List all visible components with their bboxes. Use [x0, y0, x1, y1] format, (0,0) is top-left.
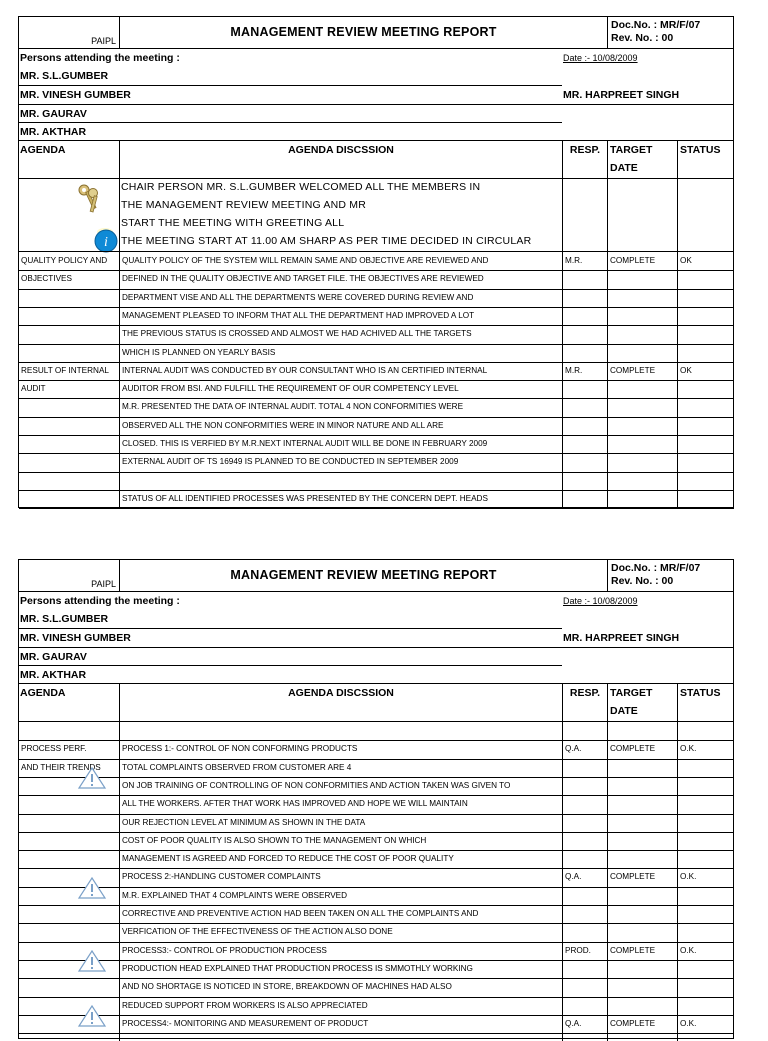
resp-cell — [563, 435, 607, 453]
agenda-cell: QUALITY POLICY AND — [21, 256, 108, 265]
resp-cell — [563, 270, 607, 288]
resp-cell — [563, 398, 607, 416]
status-cell — [678, 307, 734, 325]
status-cell — [678, 289, 734, 307]
intro-line: START THE MEETING WITH GREETING ALL — [121, 217, 345, 229]
target-date-cell — [608, 435, 677, 453]
discussion-cell: VERFICATION OF THE EFFECTIVENESS OF THE ACTION ALSO DONE — [122, 927, 393, 937]
discussion-cell: PROCESS4:- MONITORING AND MEASUREMENT OF PRODUCT — [122, 1018, 369, 1028]
status-cell: O.K. — [680, 872, 697, 882]
resp-cell — [563, 814, 607, 832]
resp-cell — [563, 850, 607, 868]
resp-cell — [563, 307, 607, 325]
col-status-header: STATUS — [677, 141, 734, 178]
resp-cell — [563, 795, 607, 813]
agenda-cell — [19, 398, 119, 416]
col-resp-header: RESP. — [562, 141, 607, 178]
status-cell — [678, 472, 734, 490]
intro-line: THE MEETING START AT 11.00 AM SHARP AS PER TIME DECIDED IN CIRCULAR — [121, 235, 532, 247]
target-date-cell — [608, 325, 677, 343]
status-cell: O.K. — [680, 945, 697, 955]
agenda-cell: AND THEIR TRENDS — [21, 762, 101, 772]
resp-cell — [563, 997, 607, 1015]
target-date-cell: COMPLETE — [610, 365, 656, 375]
status-cell: OK — [680, 365, 692, 375]
status-cell — [678, 325, 734, 343]
discussion-cell: ON JOB TRAINING OF CONTROLLING OF NON CONFORMITIES AND ACTION TAKEN WAS GIVEN TO — [122, 780, 511, 790]
target-date-cell — [608, 722, 677, 740]
status-cell — [678, 759, 734, 777]
attendee-right: MR. HARPREET SINGH — [563, 89, 680, 101]
company-name: PAIPL — [91, 579, 116, 589]
col-agenda-header: AGENDA — [20, 144, 66, 156]
persons-label: Persons attending the meeting : — [20, 595, 180, 607]
status-cell — [678, 777, 734, 795]
attendee: MR. AKTHAR — [20, 126, 87, 138]
col-discussion-header: AGENDA DISCSSION — [119, 684, 562, 721]
status-cell — [678, 453, 734, 471]
target-date-cell — [608, 270, 677, 288]
col-discussion-header: AGENDA DISCSSION — [119, 141, 562, 178]
discussion-cell: AND NO SHORTAGE IS NOTICED IN STORE, BREAKDOWN OF MACHINES HAD ALSO — [122, 982, 452, 992]
resp-cell — [563, 289, 607, 307]
status-cell — [678, 344, 734, 362]
status-cell — [678, 832, 734, 850]
discussion-cell: ALL THE WORKERS. AFTER THAT WORK HAS IMPROVED AND HOPE WE WILL MAINTAIN — [122, 799, 468, 809]
resp-cell — [563, 722, 607, 740]
status-cell — [678, 814, 734, 832]
target-date-cell: COMPLETE — [610, 256, 656, 265]
discussion-cell: M.R. PRESENTED THE DATA OF INTERNAL AUDIT. TOTAL 4 NON CONFORMITIES WERE — [122, 402, 464, 412]
doc-number: Doc.No. : MR/F/07 — [611, 19, 701, 31]
status-cell — [678, 960, 734, 978]
status-cell — [678, 398, 734, 416]
target-date-cell — [608, 887, 677, 905]
agenda-cell — [19, 307, 119, 325]
col-status-header: STATUS — [677, 684, 734, 721]
agenda-cell — [19, 832, 119, 850]
resp-cell — [563, 344, 607, 362]
agenda-cell — [19, 435, 119, 453]
svg-text:i: i — [104, 235, 108, 250]
target-date-cell — [608, 472, 677, 490]
doc-number-block — [607, 560, 734, 591]
resp-cell — [563, 490, 607, 508]
warning-icon — [77, 766, 107, 795]
status-cell — [678, 795, 734, 813]
resp-cell: Q.A. — [565, 872, 582, 882]
revision-number: Rev. No. : 00 — [611, 575, 674, 587]
target-date-cell: COMPLETE — [610, 872, 656, 882]
warning-icon — [77, 949, 107, 978]
report-page-1 — [18, 16, 734, 508]
target-date-cell — [608, 814, 677, 832]
resp-cell — [563, 905, 607, 923]
resp-cell — [563, 832, 607, 850]
attendee: MR. VINESH GUMBER — [20, 89, 131, 101]
resp-cell — [563, 417, 607, 435]
status-cell — [678, 722, 734, 740]
discussion-cell: CLOSED. THIS IS VERFIED BY M.R.NEXT INTERNAL AUDIT WILL BE DONE IN FEBRUARY 2009 — [122, 439, 488, 448]
resp-cell: M.R. — [565, 256, 583, 265]
target-date-cell — [608, 289, 677, 307]
warning-icon — [77, 1004, 107, 1033]
target-date-cell: COMPLETE — [610, 744, 656, 754]
status-cell — [678, 997, 734, 1015]
agenda-cell — [19, 344, 119, 362]
warning-icon — [77, 876, 107, 905]
agenda-cell — [19, 453, 119, 471]
intro-line: THE MANAGEMENT REVIEW MEETING AND MR — [121, 199, 367, 211]
discussion-cell: PROCESS 1:- CONTROL OF NON CONFORMING PRODUCTS — [122, 744, 358, 754]
date-label: DATE — [610, 162, 638, 174]
status-cell — [678, 905, 734, 923]
discussion-cell — [120, 722, 562, 740]
status-cell — [678, 380, 734, 398]
status-cell — [678, 978, 734, 996]
discussion-cell: MANAGEMENT PLEASED TO INFORM THAT ALL THE DEPARTMENT HAD IMPROVED A LOT — [122, 310, 475, 320]
col-agenda-header: AGENDA — [20, 687, 66, 699]
agenda-cell — [19, 325, 119, 343]
resp-cell: M.R. — [565, 365, 583, 375]
target-date-cell — [608, 490, 677, 508]
target-date-cell — [608, 923, 677, 941]
attendee: MR. GAURAV — [20, 108, 87, 120]
report-title: MANAGEMENT REVIEW MEETING REPORT — [119, 17, 607, 48]
meeting-date: Date :- 10/08/2009 — [563, 596, 638, 606]
status-cell — [678, 417, 734, 435]
doc-number-block — [607, 17, 734, 48]
target-date-cell — [608, 453, 677, 471]
attendee-right: MR. HARPREET SINGH — [563, 632, 680, 644]
agenda-cell — [19, 472, 119, 490]
agenda-cell: AUDIT — [21, 384, 46, 394]
target-date-cell — [608, 978, 677, 996]
intro-line: CHAIR PERSON MR. S.L.GUMBER WELCOMED ALL THE MEMBERS IN — [121, 181, 481, 193]
agenda-cell — [19, 905, 119, 923]
resp-cell — [563, 453, 607, 471]
target-date-cell: COMPLETE — [610, 945, 656, 955]
col-target-header — [607, 141, 677, 178]
resp-cell — [563, 777, 607, 795]
attendee: MR. VINESH GUMBER — [20, 632, 131, 644]
agenda-cell — [19, 490, 119, 508]
status-cell — [678, 270, 734, 288]
discussion-cell: OBSERVED ALL THE NON CONFORMITIES WERE IN MINOR NATURE AND ALL ARE — [122, 420, 444, 430]
status-cell — [678, 850, 734, 868]
discussion-cell: PROCESS 2:-HANDLING CUSTOMER COMPLAINTS — [122, 872, 321, 882]
target-date-cell: COMPLETE — [610, 1018, 656, 1028]
attendee: MR. S.L.GUMBER — [20, 613, 109, 625]
status-cell: O.K. — [680, 1018, 697, 1028]
discussion-cell: TOTAL COMPLAINTS OBSERVED FROM CUSTOMER ARE 4 — [122, 762, 352, 772]
target-date-cell — [608, 960, 677, 978]
company-name: PAIPL — [91, 36, 116, 46]
status-cell: O.K. — [680, 744, 697, 754]
target-date-cell — [608, 759, 677, 777]
agenda-cell: RESULT OF INTERNAL — [21, 365, 109, 375]
target-date-cell — [608, 307, 677, 325]
discussion-cell: PRODUCTION HEAD EXPLAINED THAT PRODUCTION PROCESS IS SMMOTHLY WORKING — [122, 963, 473, 973]
target-date-cell — [608, 850, 677, 868]
target-label: TARGET — [610, 144, 653, 156]
resp-cell — [563, 759, 607, 777]
agenda-cell — [19, 289, 119, 307]
target-date-cell — [608, 380, 677, 398]
status-cell — [678, 887, 734, 905]
col-resp-header: RESP. — [562, 684, 607, 721]
discussion-cell: REDUCED SUPPORT FROM WORKERS IS ALSO APPRECIATED — [122, 1000, 368, 1010]
resp-cell: Q.A. — [565, 1018, 582, 1028]
discussion-cell: OUR REJECTION LEVEL AT MINIMUM AS SHOWN IN THE DATA — [122, 817, 366, 827]
discussion-cell: DEFINED IN THE QUALITY OBJECTIVE AND TARGET FILE. THE OBJECTIVES ARE REVIEWED — [122, 274, 484, 284]
col-target-header — [607, 684, 677, 721]
discussion-cell: COST OF POOR QUALITY IS ALSO SHOWN TO THE MANAGEMENT ON WHICH — [122, 835, 427, 845]
discussion-cell: AUDITOR FROM BSI. AND FULFILL THE REQUIREMENT OF OUR COMPETENCY LEVEL — [122, 384, 459, 394]
target-date-cell — [608, 905, 677, 923]
report-page-2 — [18, 559, 734, 1039]
status-cell: OK — [680, 256, 692, 265]
agenda-cell — [19, 417, 119, 435]
resp-cell — [563, 978, 607, 996]
resp-cell — [563, 472, 607, 490]
agenda-cell — [19, 850, 119, 868]
status-cell — [678, 490, 734, 508]
discussion-cell: DEPARTMENT VISE AND ALL THE DEPARTMENTS WERE COVERED DURING REVIEW AND — [122, 292, 474, 302]
discussion-cell: CORRECTIVE AND PREVENTIVE ACTION HAD BEEN TAKEN ON ALL THE COMPLAINTS AND — [122, 909, 479, 918]
target-date-cell — [608, 795, 677, 813]
target-date-cell — [608, 344, 677, 362]
status-cell — [678, 435, 734, 453]
resp-cell — [563, 960, 607, 978]
report-title: MANAGEMENT REVIEW MEETING REPORT — [119, 560, 607, 591]
agenda-cell — [19, 814, 119, 832]
resp-cell — [563, 887, 607, 905]
discussion-cell: QUALITY POLICY OF THE SYSTEM WILL REMAIN SAME AND OBJECTIVE ARE REVIEWED AND — [122, 256, 489, 265]
discussion-cell: WHICH IS PLANNED ON YEARLY BASIS — [122, 347, 276, 357]
resp-cell: PROD. — [565, 945, 591, 955]
agenda-cell — [19, 722, 119, 740]
target-date-cell — [608, 832, 677, 850]
target-label: TARGET — [610, 687, 653, 699]
target-date-cell — [608, 997, 677, 1015]
discussion-cell: EXTERNAL AUDIT OF TS 16949 IS PLANNED TO BE CONDUCTED IN SEPTEMBER 2009 — [122, 457, 459, 467]
attendee: MR. AKTHAR — [20, 669, 87, 681]
revision-number: Rev. No. : 00 — [611, 32, 674, 44]
discussion-cell — [120, 472, 562, 490]
discussion-cell: PROCESS3:- CONTROL OF PRODUCTION PROCESS — [122, 945, 327, 955]
agenda-cell — [19, 795, 119, 813]
discussion-cell: MANAGEMENT IS AGREED AND FORCED TO REDUCE THE COST OF POOR QUALITY — [122, 854, 454, 864]
discussion-cell: INTERNAL AUDIT WAS CONDUCTED BY OUR CONSULTANT WHO IS AN CERTIFIED INTERNAL — [122, 365, 488, 375]
discussion-cell: STATUS OF ALL IDENTIFIED PROCESSES WAS PRESENTED BY THE CONCERN DEPT. HEADS — [122, 493, 488, 503]
discussion-cell: M.R. EXPLAINED THAT 4 COMPLAINTS WERE OBSERVED — [122, 890, 348, 900]
key-icon — [75, 183, 105, 224]
date-label: DATE — [610, 705, 638, 717]
resp-cell — [563, 923, 607, 941]
target-date-cell — [608, 417, 677, 435]
resp-cell — [563, 325, 607, 343]
agenda-cell — [19, 923, 119, 941]
agenda-cell: PROCESS PERF. — [21, 744, 87, 754]
discussion-cell: THE PREVIOUS STATUS IS CROSSED AND ALMOST WE HAD ACHIVED ALL THE TARGETS — [122, 329, 472, 339]
meeting-date: Date :- 10/08/2009 — [563, 53, 638, 63]
resp-cell — [563, 380, 607, 398]
attendee: MR. GAURAV — [20, 651, 87, 663]
status-cell — [678, 923, 734, 941]
agenda-cell — [19, 978, 119, 996]
attendee: MR. S.L.GUMBER — [20, 70, 109, 82]
doc-number: Doc.No. : MR/F/07 — [611, 562, 701, 574]
agenda-cell: OBJECTIVES — [21, 274, 72, 284]
persons-label: Persons attending the meeting : — [20, 52, 180, 64]
resp-cell: Q.A. — [565, 744, 582, 754]
target-date-cell — [608, 398, 677, 416]
target-date-cell — [608, 777, 677, 795]
